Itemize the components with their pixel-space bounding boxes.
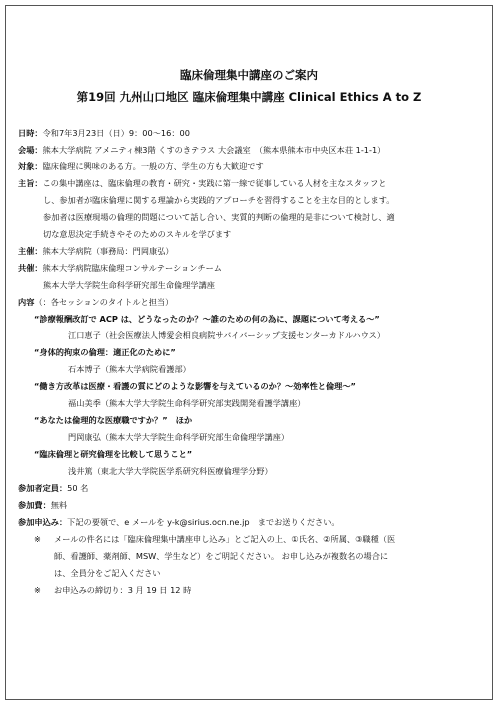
application-label: 参加申込み：	[18, 517, 68, 527]
session-speaker: 門岡康弘（熊本大学大学院生命科学研究部生命倫理学講座）	[68, 432, 290, 442]
application-row	[18, 517, 340, 528]
host-value: 熊本大学病院（事務局：門岡康弘）	[42, 246, 174, 256]
contents-label: 内容	[18, 297, 35, 307]
cohost-line: 熊本大学大学院生命科学研究部生命倫理学講座	[43, 280, 215, 290]
note-mark: ※	[34, 585, 41, 595]
purpose-line: し、参加者が臨床倫理に関する理論から実践的アプローチを習得することを主な目的とします。	[43, 195, 395, 205]
purpose-label: 主旨：	[18, 178, 43, 188]
capacity-label: 参加者定員：	[18, 483, 68, 493]
cohost-row	[18, 263, 222, 274]
note-mark: ※	[34, 534, 41, 544]
fee-value: 無料	[50, 500, 68, 510]
session-title: “診療報酬改訂で ACP は、どうなったのか？〜誰のための何の為に、課題について考える〜”	[34, 314, 380, 324]
session-title: “身体的拘束の倫理：適正化のために”	[34, 347, 176, 357]
capacity-row	[18, 483, 88, 494]
host-label: 主催：	[18, 246, 43, 256]
date-label: 日時：	[18, 128, 43, 138]
note-line: 師、看護師、薬剤師、MSW、学生など）をご明記ください。 お申し込みが複数名の場合に	[54, 551, 389, 561]
session-title: “臨床倫理と研究倫理を比較して思うこと”	[34, 449, 193, 459]
course-subtitle: 第19回 九州山口地区 臨床倫理集中講座 Clinical Ethics A to Z	[76, 90, 422, 104]
session-title: “あなたは倫理的な医療職ですか？” ほか	[34, 415, 193, 425]
venue-label: 会場：	[18, 145, 43, 155]
target-row	[18, 161, 264, 172]
flyer-page	[5, 5, 493, 700]
date-row	[18, 128, 190, 139]
venue-value: 熊本大学病院 アメニティ棟3階 くすのきテラス 大会議室 （熊本県熊本市中央区本荘 1-1-1）	[42, 145, 386, 155]
purpose-line: この集中講座は、臨床倫理の教育・研究・実践に第一線で従事している人材を主なスタッフと	[42, 178, 387, 188]
date-value: 令和7年3月23日（日）9：00〜16：00	[42, 128, 190, 138]
page-title: 臨床倫理集中講座のご案内	[180, 68, 318, 82]
session-speaker: 浅井篤（東北大学大学院医学系研究科医療倫理学分野）	[68, 466, 273, 476]
target-value: 臨床倫理に興味のある方。一般の方、学生の方も大歓迎です	[42, 161, 264, 171]
application-value: 下記の要領で、e メールを y-k@sirius.ocn.ne.jp までお送りください。	[67, 517, 340, 527]
note-line: メールの件名には「臨床倫理集中講座申し込み」とご記入の上、①氏名、②所属、③職種（医	[54, 534, 396, 544]
fee-row	[18, 500, 67, 511]
venue-row	[18, 145, 385, 156]
purpose-line: 参加者は医療現場の倫理的問題について話し合い、実質的判断の倫理的是非について検討し、適	[43, 212, 395, 222]
session-speaker: 福山美季（熊本大学大学院生命科学研究部実践開発看護学講座）	[68, 398, 306, 408]
note-line: は、全員分をご記入ください	[54, 568, 161, 578]
target-label: 対象：	[18, 161, 43, 171]
session-speaker: 石本博子（熊本大学病院看護部）	[68, 364, 191, 374]
session-title: “働き方改革は医療・看護の質にどのような影響を与えているのか？〜効率性と倫理〜”	[34, 381, 356, 391]
capacity-value: 50 名	[67, 483, 89, 493]
cohost-line: 熊本大学病院臨床倫理コンサルテーションチーム	[42, 263, 222, 273]
purpose-row	[18, 178, 386, 189]
contents-note: （：各セッションのタイトルと担当）	[34, 297, 174, 307]
contents-row	[18, 297, 173, 308]
purpose-line: 切な意思決定手続きやそのためのスキルを学びます	[43, 229, 232, 239]
fee-label: 参加費：	[18, 500, 51, 510]
deadline-note: お申込みの締切り：3 月 19 日 12 時	[54, 585, 192, 595]
host-row	[18, 246, 174, 257]
session-speaker: 江口恵子（社会医療法人博愛会相良病院サバイバーシップ支援センターカドルハウス）	[68, 330, 386, 340]
cohost-label: 共催：	[18, 263, 43, 273]
